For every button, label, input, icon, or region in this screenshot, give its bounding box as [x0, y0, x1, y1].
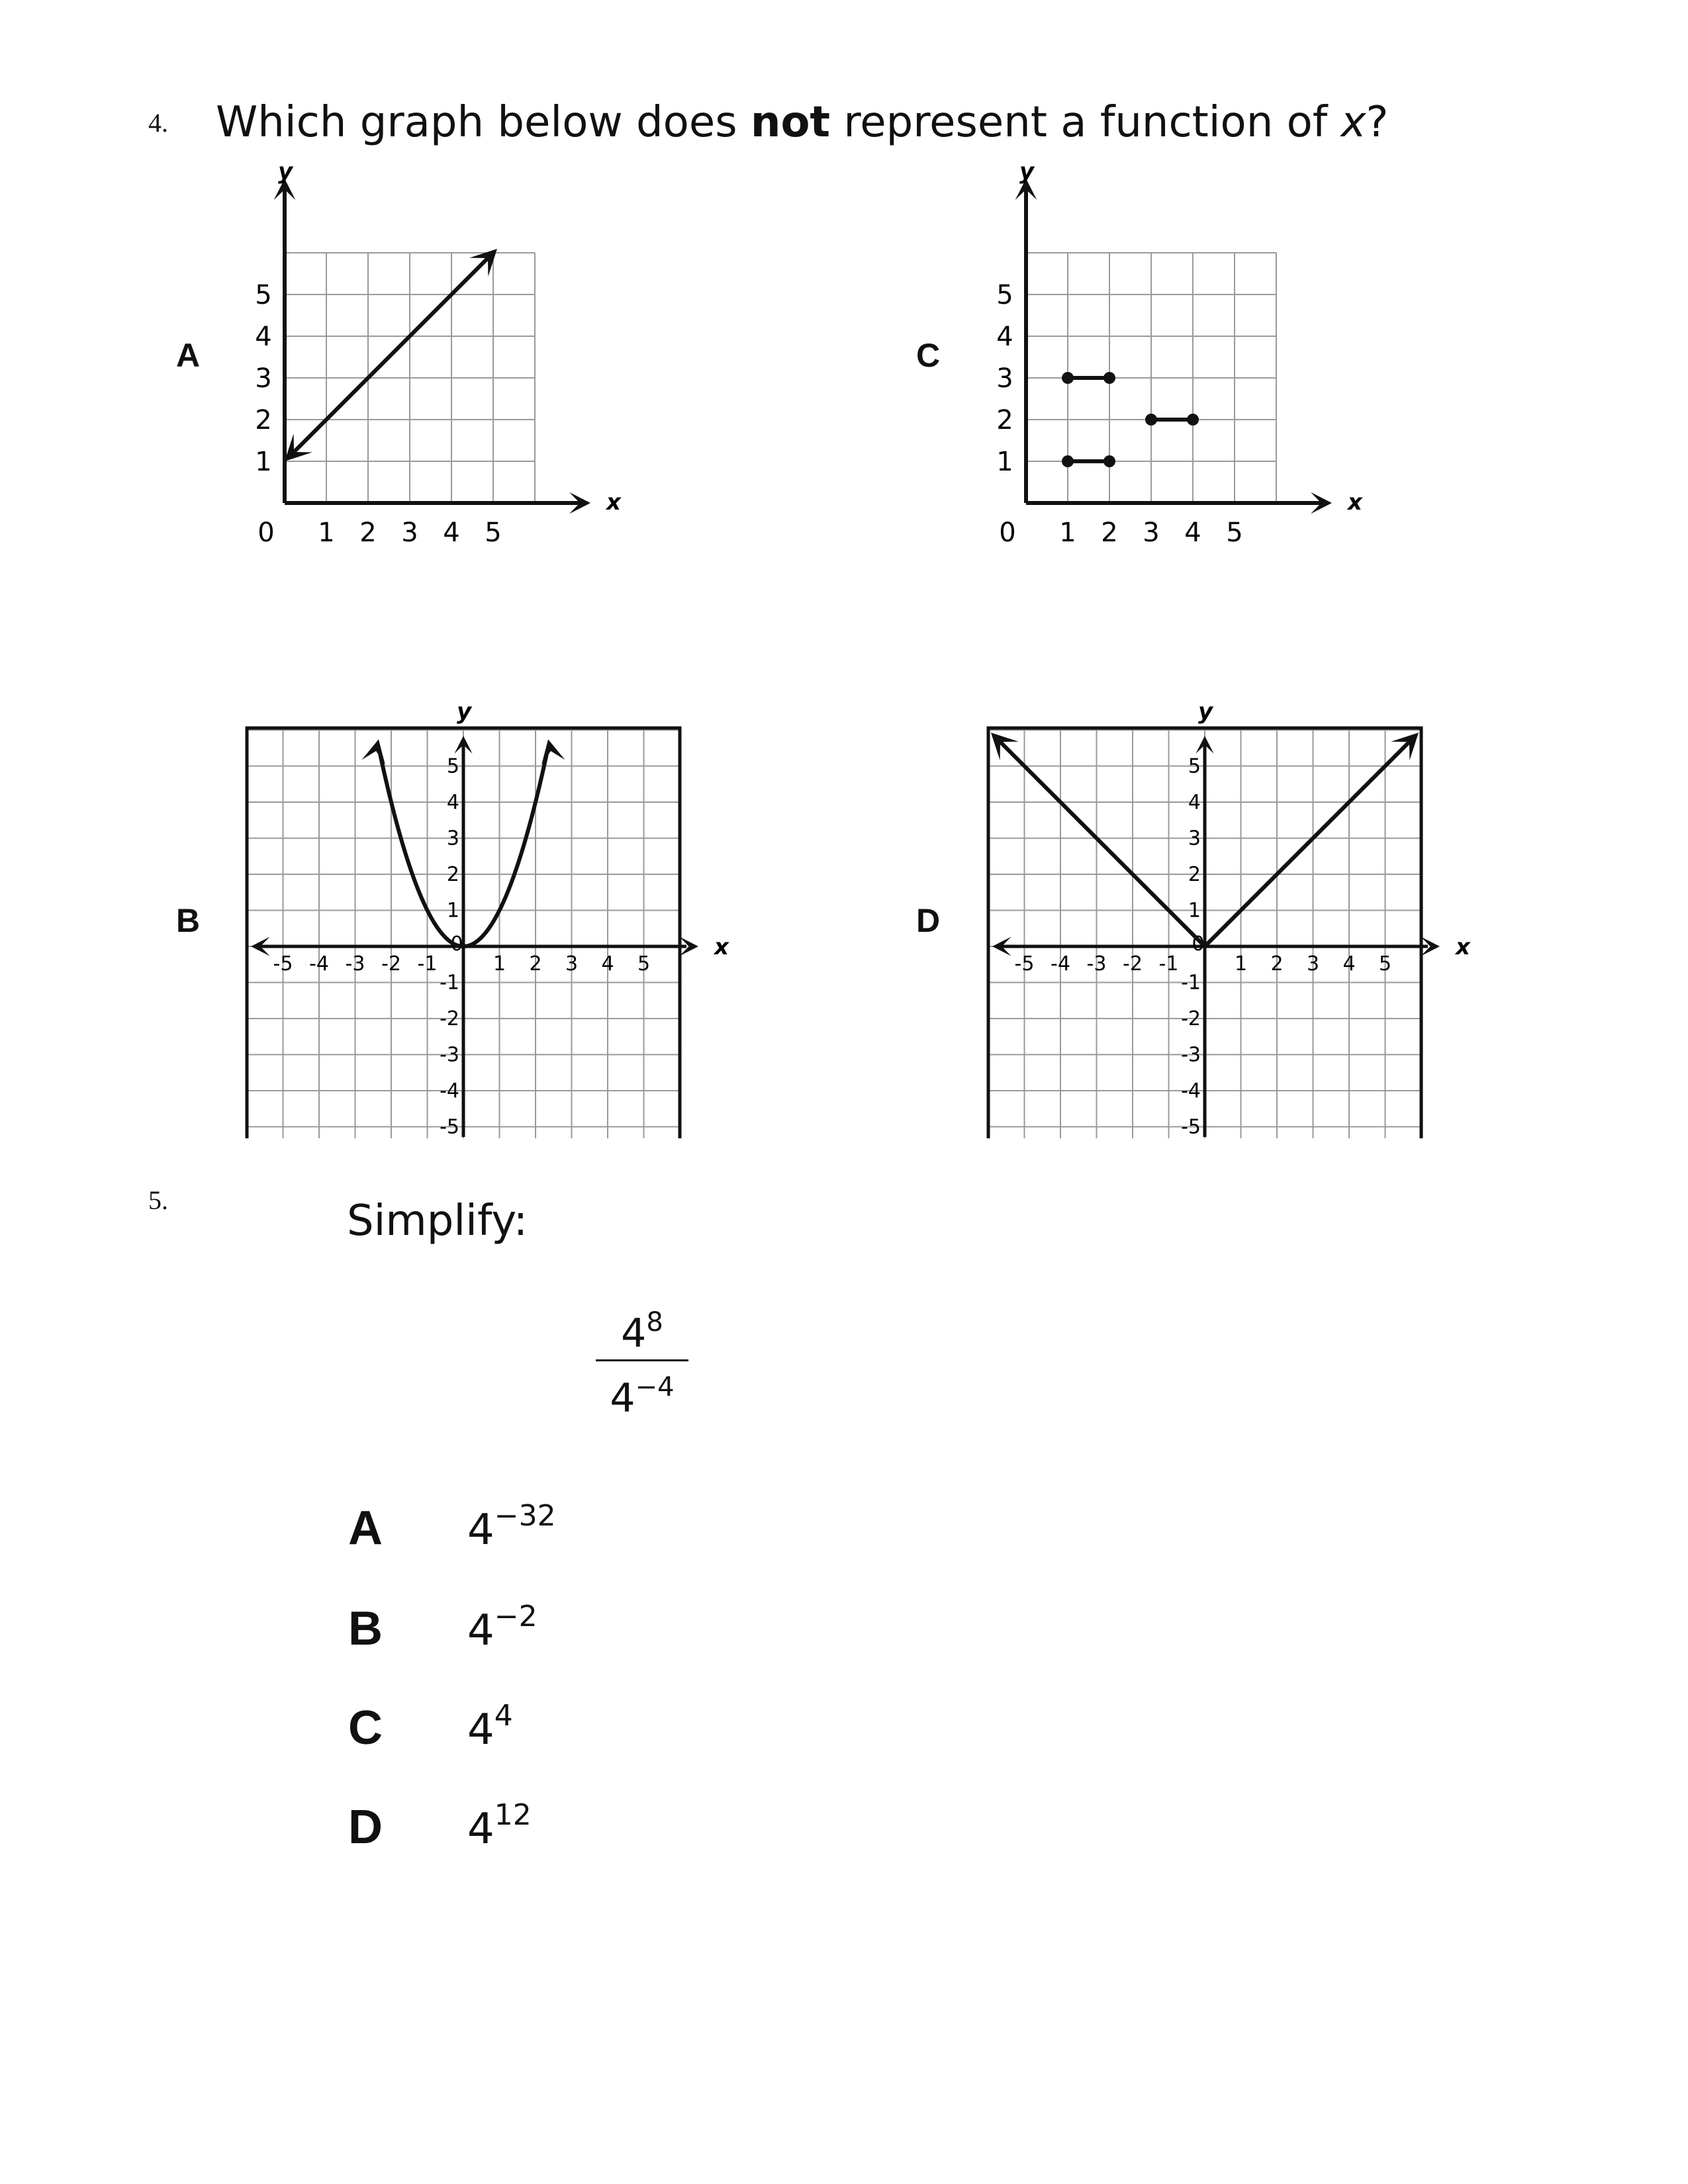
- y-tick-label: -4: [1181, 1079, 1201, 1103]
- y-tick-label: 4: [996, 322, 1013, 352]
- x-tick-label: -4: [1051, 952, 1070, 976]
- segment-endpoint: [1187, 414, 1199, 426]
- y-axis-label: y: [457, 698, 472, 725]
- choice-value: [467, 1600, 538, 1655]
- numerator-exponent: 8: [646, 1307, 663, 1338]
- y-tick-label: 1: [255, 447, 272, 477]
- denominator-base: 4: [610, 1375, 635, 1422]
- x-tick-label: 2: [1270, 952, 1284, 976]
- y-tick-label: 3: [446, 827, 459, 850]
- x-tick-label: 4: [1342, 952, 1356, 976]
- y-tick-label: 2: [446, 863, 459, 886]
- y-tick-label: 2: [255, 405, 272, 435]
- x-tick-label: 4: [1184, 518, 1201, 548]
- choice-exponent: 4: [494, 1699, 513, 1733]
- segment-endpoint: [1103, 455, 1115, 467]
- x-tick-label: -5: [1014, 952, 1035, 976]
- segment-endpoint: [1145, 414, 1157, 426]
- choice-exponent: −2: [494, 1600, 538, 1633]
- y-tick-label: 5: [1188, 754, 1201, 778]
- graph-b-letter: B: [176, 902, 201, 939]
- graph-d: [986, 688, 1476, 1152]
- y-tick-label: 1: [996, 447, 1013, 477]
- x-tick-label: 4: [443, 518, 460, 548]
- x-tick-label: 2: [1101, 518, 1118, 548]
- x-tick-label: 3: [565, 952, 579, 976]
- y-tick-label: -3: [440, 1043, 459, 1067]
- question-4-stem: [216, 98, 1388, 147]
- y-tick-label: 2: [996, 405, 1013, 435]
- x-tick-label: 0: [999, 518, 1016, 548]
- choice-letter: B: [348, 1602, 383, 1655]
- segment-endpoint: [1103, 372, 1115, 384]
- x-tick-label: -5: [273, 952, 293, 976]
- y-tick-label: 3: [996, 363, 1013, 394]
- choice-value: [467, 1499, 556, 1555]
- x-tick-label: 5: [637, 952, 651, 976]
- fraction-bar: [596, 1359, 688, 1361]
- x-axis-label: x: [1456, 934, 1470, 960]
- stem-bold-word: not: [750, 98, 830, 147]
- y-tick-label: 4: [446, 791, 459, 814]
- x-tick-label: 0: [258, 518, 275, 548]
- choice-exponent: −32: [494, 1499, 556, 1533]
- y-tick-label: -3: [1181, 1043, 1201, 1067]
- y-tick-label: 3: [1188, 827, 1201, 850]
- y-tick-label: -2: [1181, 1007, 1201, 1030]
- question-5-prompt: Simplify:: [347, 1197, 528, 1246]
- choice-base: 4: [467, 1506, 494, 1555]
- x-tick-label: -1: [1158, 952, 1179, 976]
- y-tick-label: 4: [255, 322, 272, 352]
- x-tick-label: 3: [1143, 518, 1160, 548]
- x-axis-label: x: [714, 934, 729, 960]
- x-tick-label: -2: [381, 952, 401, 976]
- x-tick-label: 5: [1226, 518, 1243, 548]
- x-tick-label: -3: [1086, 952, 1107, 976]
- x-tick-label: -2: [1123, 952, 1143, 976]
- choice-b[interactable]: [348, 1600, 538, 1656]
- choice-letter: D: [348, 1801, 383, 1854]
- stem-variable: x: [1340, 98, 1366, 147]
- x-tick-label: 2: [359, 518, 377, 548]
- y-tick-label: -1: [440, 971, 459, 995]
- choice-d[interactable]: [348, 1798, 532, 1854]
- choice-a[interactable]: [348, 1499, 556, 1555]
- x-tick-label: 0: [1192, 933, 1205, 956]
- graph-c: [960, 165, 1370, 563]
- x-tick-label: 1: [1234, 952, 1248, 976]
- y-axis-label: y: [278, 165, 293, 185]
- x-tick-label: 0: [450, 933, 463, 956]
- x-tick-label: -3: [345, 952, 365, 976]
- graph-a: [218, 165, 629, 563]
- y-tick-label: 5: [446, 754, 459, 778]
- y-tick-label: -4: [440, 1079, 459, 1103]
- choice-c[interactable]: [348, 1699, 513, 1755]
- y-tick-label: 2: [1188, 863, 1201, 886]
- y-axis-label: y: [1198, 698, 1213, 725]
- x-tick-label: 1: [1059, 518, 1076, 548]
- x-tick-label: 3: [401, 518, 418, 548]
- question-5-number: 5.: [148, 1185, 168, 1215]
- choice-value: [467, 1699, 513, 1754]
- x-tick-label: 1: [318, 518, 335, 548]
- x-tick-label: 4: [601, 952, 614, 976]
- choice-letter: C: [348, 1702, 383, 1754]
- y-tick-label: 1: [446, 899, 459, 923]
- y-tick-label: -5: [1181, 1115, 1201, 1139]
- segment-endpoint: [1062, 372, 1074, 384]
- choice-exponent: 12: [494, 1798, 532, 1832]
- segment-endpoint: [1062, 455, 1074, 467]
- fraction-denominator: [596, 1365, 688, 1420]
- y-tick-label: -5: [440, 1115, 459, 1139]
- y-tick-label: 5: [996, 280, 1013, 310]
- choice-base: 4: [467, 1706, 494, 1754]
- denominator-exponent: −4: [635, 1372, 675, 1402]
- x-tick-label: -1: [417, 952, 438, 976]
- choice-letter: A: [348, 1502, 383, 1555]
- question-4-number: 4.: [148, 108, 168, 138]
- line-series: [290, 253, 493, 456]
- graph-b: [245, 688, 735, 1152]
- choice-base: 4: [467, 1606, 494, 1655]
- x-tick-label: 5: [1378, 952, 1392, 976]
- y-tick-label: -1: [1181, 971, 1201, 995]
- numerator-base: 4: [621, 1310, 647, 1357]
- y-tick-label: 1: [1188, 899, 1201, 923]
- expression-fraction: [596, 1300, 688, 1420]
- x-axis-label: x: [606, 489, 621, 516]
- y-tick-label: 4: [1188, 791, 1201, 814]
- choice-base: 4: [467, 1805, 494, 1854]
- graph-d-letter: D: [916, 902, 941, 939]
- fraction-numerator: [596, 1300, 688, 1355]
- graph-c-letter: C: [916, 337, 941, 374]
- x-tick-label: 1: [492, 952, 506, 976]
- y-tick-label: 3: [255, 363, 272, 394]
- stem-part: ?: [1366, 98, 1389, 147]
- x-axis-label: x: [1348, 489, 1362, 516]
- stem-part: Which graph below does: [216, 98, 751, 147]
- y-tick-label: -2: [440, 1007, 459, 1030]
- graph-a-letter: A: [176, 337, 201, 374]
- stem-part: represent a function of: [830, 98, 1341, 147]
- x-tick-label: -4: [309, 952, 329, 976]
- x-tick-label: 5: [485, 518, 502, 548]
- x-tick-label: 2: [529, 952, 542, 976]
- y-axis-label: y: [1019, 165, 1035, 185]
- choice-value: [467, 1798, 532, 1854]
- y-tick-label: 5: [255, 280, 272, 310]
- x-tick-label: 3: [1306, 952, 1320, 976]
